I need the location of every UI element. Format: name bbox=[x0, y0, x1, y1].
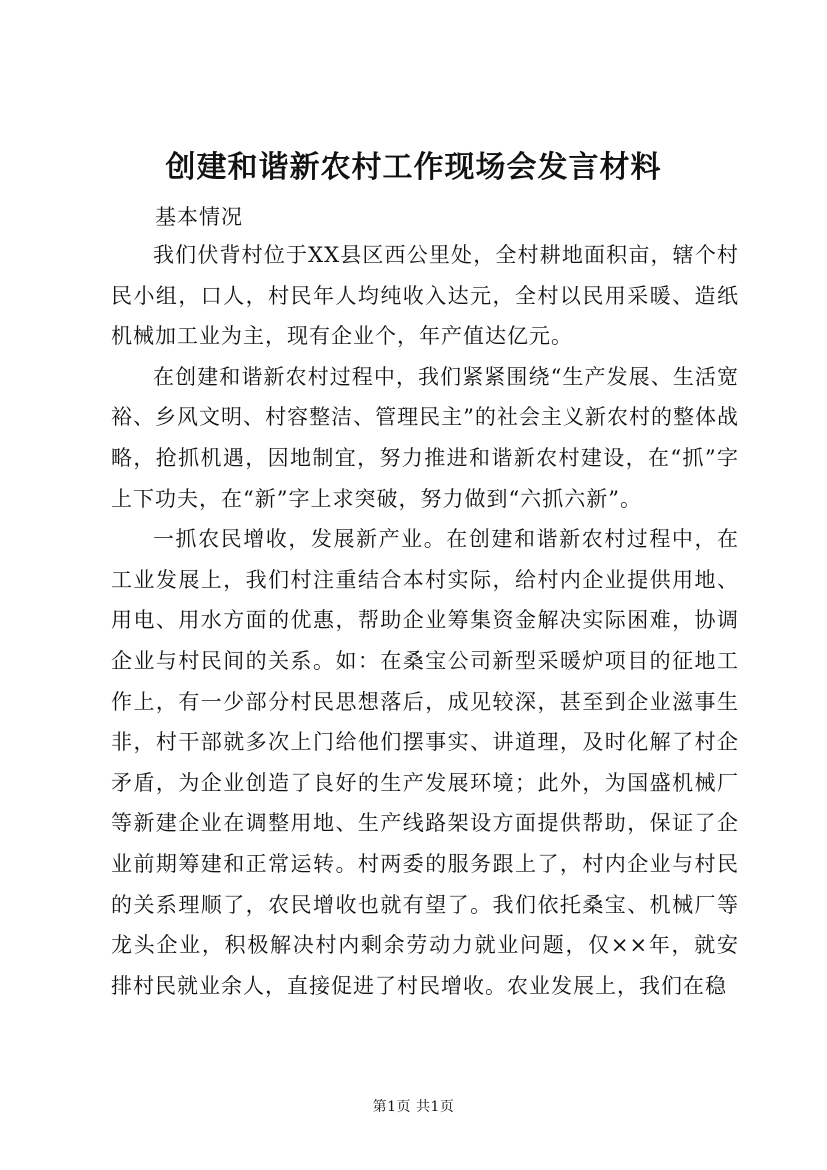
paragraph-strategy: 在创建和谐新农村过程中，我们紧紧围绕“生产发展、生活宽裕、乡风文明、村容整洁、管理民主”的社会主义新农村的整体战略，抢抓机遇，因地制宜，努力推进和谐新农村建设，在“抓”字上下功夫，在“新”字上求突破，努力做到“六抓六新”。 bbox=[111, 364, 739, 511]
page-footer: 第1页 共1页 bbox=[372, 1099, 455, 1115]
section-heading: 基本情况 bbox=[155, 205, 243, 229]
paragraph-basic-info: 我们伏背村位于XX县区西公里处，全村耕地面积亩，辖个村民小组，口人，村民年人均纯收入达元，全村以民用采暖、造纸机械加工业为主，现有企业个，年产值达亿元。 bbox=[111, 243, 739, 349]
paragraph-income: 一抓农民增收，发展新产业。在创建和谐新农村过程中，在工业发展上，我们村注重结合本村实际，给村内企业提供用地、用电、用水方面的优惠，帮助企业筹集资金解决实际困难，协调企业与村民间的关系。如：在桑宝公司新型采暖炉项目的征地工作上，有一少部分村民思想落后，成见较深，甚至到企业滋事生非，村干部就多次上门给他们摆事实、讲道理，及时化解了村企矛盾，为企业创造了良好的生产发展环境；此外，为国盛机械厂等新建企业在调整用地、生产线路架设方面提供帮助，保证了企业前期筹建和正常运转。村两委的服务跟上了，村内企业与村民的关系理顺了，农民增收也就有望了。我们依托桑宝、机械厂等龙头企业，积极解决村内剩余劳动力就业问题，仅××年，就安排村民就业余人，直接促进了村民增收。农业发展上，我们在稳 bbox=[111, 527, 739, 998]
document-body bbox=[111, 235, 739, 1006]
document-title: 创建和谐新农村工作现场会发言材料 bbox=[165, 150, 662, 185]
